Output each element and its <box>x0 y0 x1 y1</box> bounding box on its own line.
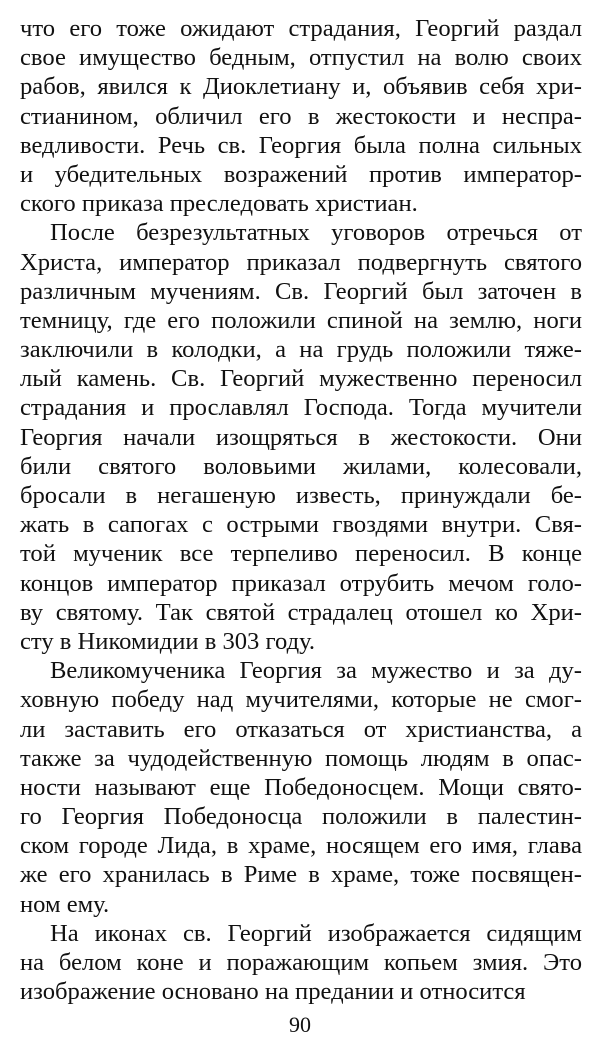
text-line: рабов, явился к Диоклетиану и, объявив себя хри- <box>20 73 582 101</box>
text-line: жать в сапогах с острыми гвоздями внутри. Свя- <box>20 511 582 539</box>
paragraph <box>20 656 582 919</box>
text-line: же его хранилась в Риме в храме, тоже посвящен- <box>20 861 582 889</box>
text-line: ли заставить его отказаться от христианства, а <box>20 715 582 743</box>
text-line: свое имущество бедным, отпустил на волю своих <box>20 44 582 72</box>
text-line: ском городе Лида, в храме, носящем его имя, глава <box>20 832 582 860</box>
paragraph <box>20 14 582 218</box>
text-line: страдания и прославлял Господа. Тогда мучители <box>20 394 582 422</box>
book-page <box>20 14 582 1006</box>
page-number: 90 <box>289 1012 311 1037</box>
text-line: Христа, император приказал подвергнуть святого <box>20 248 582 276</box>
text-line: лый камень. Св. Георгий мужественно переносил <box>20 365 582 393</box>
text-line: бросали в негашеную известь, принуждали бе- <box>20 482 582 509</box>
paragraph <box>20 218 582 656</box>
text-line: Великомученика Георгия за мужество и за ду- <box>50 657 582 685</box>
text-line: и убедительных возражений против император- <box>20 160 582 188</box>
text-line: также за чудодейственную помощь людям в опас- <box>20 744 582 772</box>
text-line: сту в Никомидии в 303 году. <box>20 627 316 655</box>
text-line: ского приказа преследовать христиан. <box>20 190 418 218</box>
text-line: что его тоже ожидают страдания, Георгий раздал <box>20 15 582 42</box>
text-line: на белом коне и поражающим копьем змия. Это <box>20 949 582 976</box>
text-line: го Георгия Победоносца положили в палестин- <box>20 803 582 831</box>
text-line: На иконах св. Георгий изображается сидящим <box>50 919 582 947</box>
text-line: заключили в колодки, а на грудь положили тяже- <box>20 336 582 364</box>
text-line: ховную победу над мучителями, которые не смог- <box>20 686 582 714</box>
text-line: концов император приказал отрубить мечом голо- <box>20 569 582 597</box>
text-line: темницу, где его положили спиной на землю, ноги <box>20 306 582 334</box>
text-line: ведливости. Речь св. Георгия была полна сильных <box>20 131 582 159</box>
text-line: ности называют еще Победоносцем. Мощи свято- <box>20 773 582 801</box>
text-line: ном ему. <box>20 890 110 918</box>
text-line: изображение основано на предании и относится <box>20 978 526 1006</box>
text-line: ву святому. Так святой страдалец отошел ко Хри- <box>20 598 582 626</box>
text-line: той мученик все терпеливо переносил. В конце <box>20 540 582 568</box>
text-line: После безрезультатных уговоров отречься от <box>50 219 582 247</box>
body-text <box>20 14 582 1006</box>
text-line: стианином, обличил его в жестокости и неспра- <box>20 102 582 130</box>
paragraph <box>20 919 582 1007</box>
text-line: били святого воловьими жилами, колесовали, <box>20 452 582 480</box>
text-line: различным мучениям. Св. Георгий был заточен в <box>20 277 582 305</box>
text-line: Георгия начали изощряться в жестокости. Они <box>20 423 582 451</box>
